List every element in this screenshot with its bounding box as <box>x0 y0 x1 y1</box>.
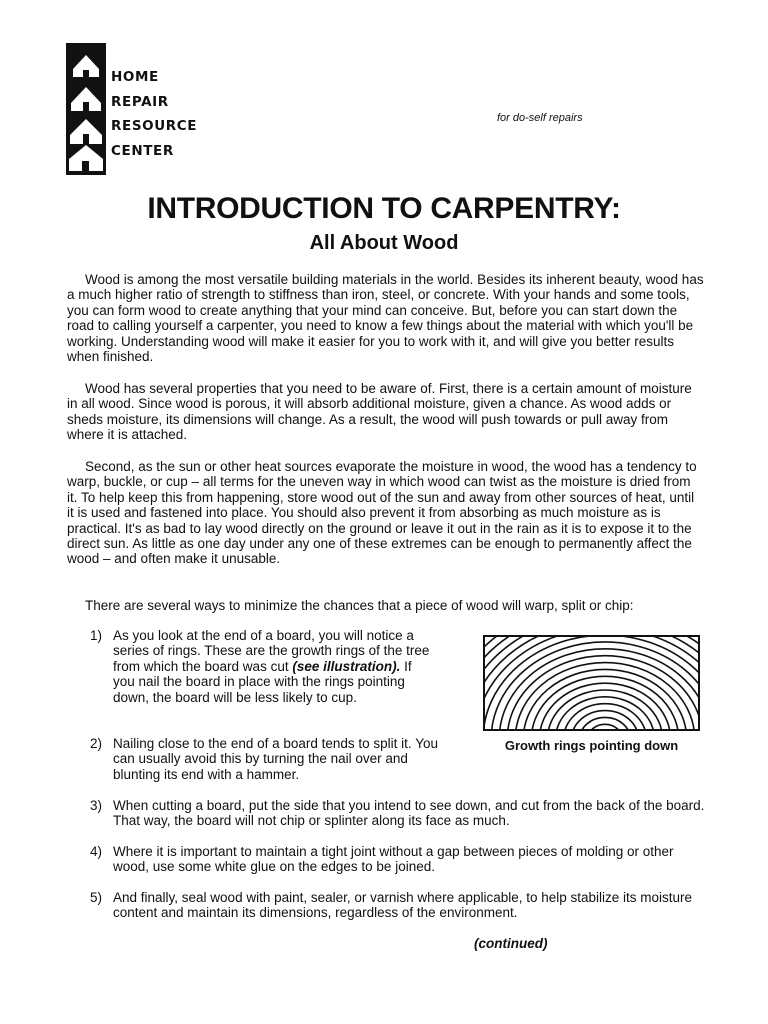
growth-ring-line <box>507 656 700 731</box>
list-item <box>90 628 433 705</box>
list-number: 2) <box>90 736 103 751</box>
figure-caption: Growth rings pointing down <box>504 738 679 753</box>
organization-logo <box>66 43 216 175</box>
list-number: 5) <box>90 890 103 905</box>
list-item <box>90 844 713 875</box>
list-text: And finally, seal wood with paint, sealer, or varnish where applicable, to help stabilize its moisture content and maintain its dimensions, regardless of the environment. <box>113 890 693 921</box>
list-item <box>90 736 443 782</box>
continued-note: (continued) <box>474 936 548 951</box>
logo-word-home: HOME <box>111 69 159 85</box>
list-number: 3) <box>90 798 103 813</box>
logo-wordmark <box>111 65 197 163</box>
list-number: 4) <box>90 844 103 859</box>
list-text: Nailing close to the end of a board tends to split it. You can usually avoid this by turning the nail over and blunting its end with a hammer. <box>113 736 438 782</box>
page-title: INTRODUCTION TO CARPENTRY: <box>147 192 621 225</box>
list-number: 1) <box>90 628 103 643</box>
growth-rings-illustration <box>483 635 700 731</box>
illustration-reference: (see illustration). <box>292 658 401 674</box>
growth-ring-line <box>572 711 639 731</box>
list-text: When cutting a board, put the side that you intend to see down, and cut from the back of the board. That way, the board will not chip or splinter along its face as much. <box>113 798 705 829</box>
list-item <box>90 890 713 921</box>
warping-paragraph: Second, as the sun or other heat sources evaporate the moisture in wood, the wood has a tendency to warp, buckle, or cup – all terms for the uneven way in which wood can twist as the moisture is dried from it. To help keep this from happening, store wood out of the sun and away from other sources of heat, until it is used and fastened into place. You should also prevent it from absorbing as much moisture as is practical. It's as bad to lay wood directly on the ground or leave it out in the rain as it is to expose it to the direct sun. As little as one day under any one of these extremes can be enough to permanently affect the wood – and often make it unusable. <box>67 459 697 567</box>
page-subtitle: All About Wood <box>309 232 459 254</box>
list-text: Where it is important to maintain a tight joint without a gap between pieces of molding or other wood, use some white glue on the edges to be joined. <box>113 844 674 875</box>
intro-paragraph: Wood is among the most versatile building materials in the world. Besides its inherent beauty, wood has a much higher ratio of strength to stiffness than iron, steel, or concrete. With your hands and some tools, you can form wood to create anything that your mind can conceive. But, before you can start down the road to calling yourself a carpenter, you need to know a few things about the material with which you'll be working. Understanding wood will make it easier for you to work with it, and will give you better results when finished. <box>67 272 704 365</box>
tagline: for do-self repairs <box>497 112 583 124</box>
list-text: As you look at the end of a board, you will notice a series of rings. These are the growth rings of the tree from which the board was cut <box>113 628 430 674</box>
logo-word-center: CENTER <box>111 142 174 159</box>
moisture-paragraph: Wood has several properties that you need to be aware of. First, there is a certain amount of moisture in all wood. Since wood is porous, it will absorb additional moisture, given a chance. As wood adds or sheds moisture, its dimensions will change. As a result, the wood will push towards or pull away from where it is attached. <box>67 381 692 443</box>
house-stack-logo-icon <box>66 43 106 175</box>
logo-word-resource: RESOURCE <box>111 118 198 134</box>
logo-word-repair: REPAIR <box>111 93 169 110</box>
growth-ring-line <box>556 697 655 731</box>
tips-intro-paragraph: There are several ways to minimize the chances that a piece of wood will warp, split or chip: <box>85 598 634 613</box>
list-text-continued: If you nail the board in place with the rings pointing down, the board will be less likely to cup. <box>113 658 412 705</box>
list-item <box>90 798 713 829</box>
